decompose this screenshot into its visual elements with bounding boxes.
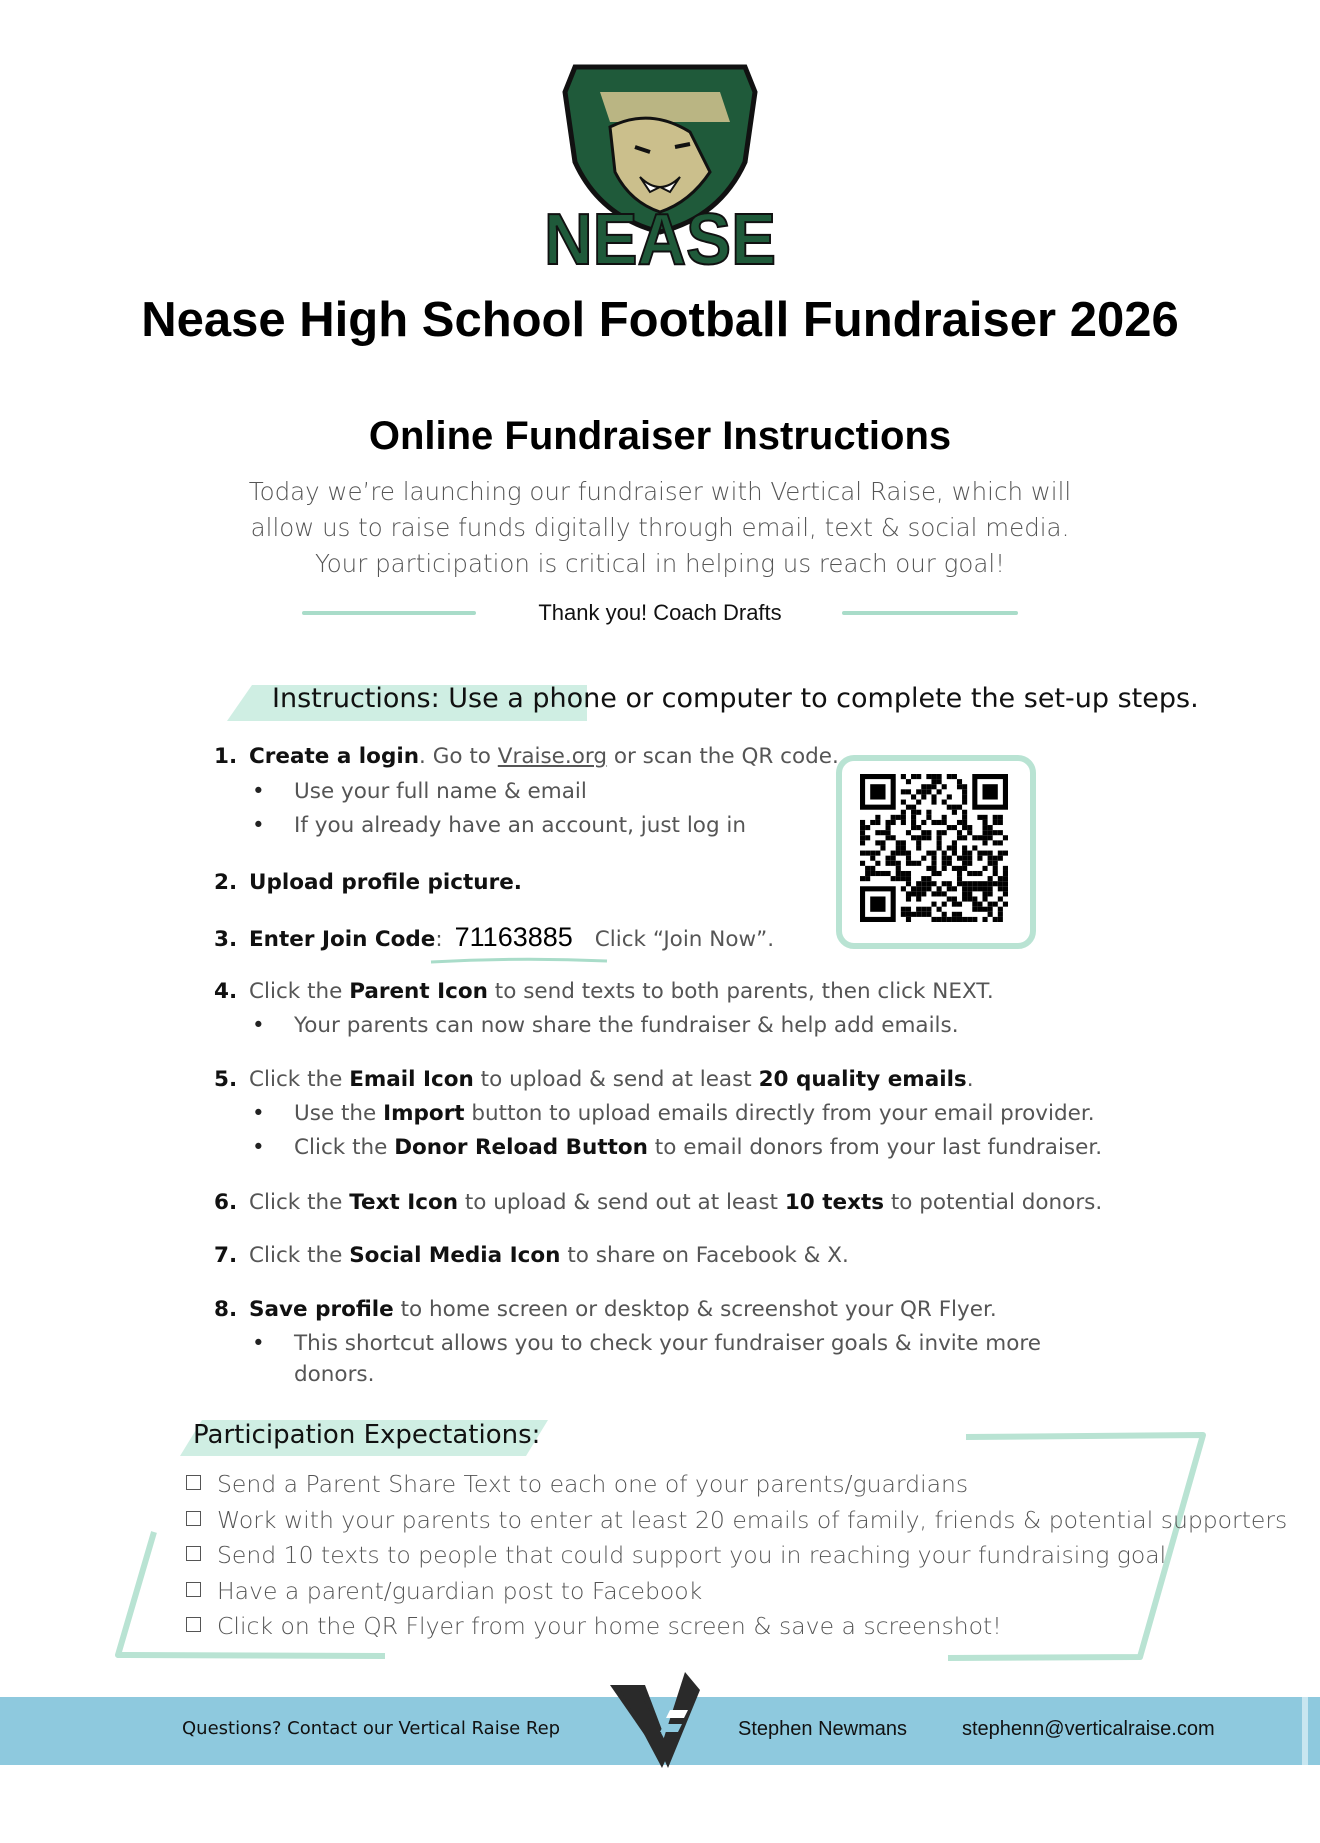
- intro-line: allow us to raise funds digitally through email, text & social media.: [250, 513, 1070, 542]
- step-3: [214, 922, 774, 953]
- intro-line: Today we’re launching our fundraiser with Vertical Raise, which will: [248, 477, 1072, 506]
- checkbox[interactable]: [186, 1511, 201, 1526]
- step-text: Click the: [249, 979, 350, 1004]
- step-text: . Go to: [419, 744, 498, 769]
- step-text: to upload & send at least: [473, 1067, 759, 1092]
- step-bold: Social Media Icon: [349, 1243, 561, 1268]
- vraise-link[interactable]: Vraise.org: [497, 744, 608, 769]
- step-text: to share on Facebook & X.: [560, 1243, 849, 1268]
- step-text: to upload & send out at least: [458, 1190, 785, 1215]
- list-item: [264, 813, 746, 838]
- footer-stripe: [1302, 1697, 1308, 1765]
- page-title: Nease High School Football Fundraiser 2026: [141, 293, 1179, 347]
- step-bold: Enter Join Code: [249, 927, 436, 952]
- step-number: 4.: [214, 979, 238, 1004]
- step-5: [214, 1067, 974, 1092]
- step-text: to home screen or desktop & screenshot your QR Flyer.: [393, 1297, 997, 1322]
- step-text: Click “Join Now”.: [594, 927, 775, 952]
- join-code: 71163885: [454, 922, 573, 952]
- bullet-text: button to upload emails directly from your email provider.: [464, 1101, 1095, 1126]
- list-item: [264, 779, 587, 804]
- step-text: Click the: [249, 1067, 350, 1092]
- bullet-text: This shortcut allows you to check your fundraiser goals & invite more: [294, 1331, 1041, 1356]
- list-item: [264, 1331, 1041, 1356]
- checklist-text: Work with your parents to enter at least 20 emails of family, friends & potential supporters: [217, 1506, 1288, 1534]
- nease-panther-logo: [540, 52, 780, 277]
- bullet-bold: Donor Reload Button: [394, 1135, 648, 1160]
- step-bold: Parent Icon: [349, 979, 488, 1004]
- step-2: [214, 870, 522, 895]
- checkbox[interactable]: [186, 1475, 201, 1490]
- checkbox[interactable]: [186, 1582, 201, 1597]
- expectations-heading: Participation Expectations:: [193, 1420, 541, 1450]
- step-1: [214, 744, 839, 769]
- bullet-text: If you already have an account, just log in: [294, 813, 747, 838]
- checklist-text: Have a parent/guardian post to Facebook: [217, 1577, 703, 1605]
- bullet-text: to email donors from your last fundraiser.: [647, 1135, 1103, 1160]
- bullet-continuation: donors.: [294, 1362, 375, 1387]
- step-number: 8.: [214, 1297, 238, 1322]
- step-text: or scan the QR code.: [607, 744, 839, 769]
- bullet-bold: Import: [383, 1101, 465, 1126]
- step-text: .: [966, 1067, 974, 1092]
- list-item: [264, 1101, 1095, 1126]
- step-text: to send texts to both parents, then click NEXT.: [487, 979, 994, 1004]
- step-number: 1.: [214, 744, 238, 769]
- step-bold: Upload profile picture.: [249, 870, 522, 895]
- list-item: [186, 1506, 1287, 1534]
- bullet-text: Use your full name & email: [294, 779, 587, 804]
- step-number: 2.: [214, 870, 238, 895]
- list-item: [264, 1013, 959, 1038]
- list-item: [186, 1541, 1166, 1569]
- intro-line: Your participation is critical in helping us reach our goal!: [314, 549, 1005, 578]
- list-item: [186, 1577, 702, 1605]
- rep-email[interactable]: stephenn@verticalraise.com: [962, 1718, 1215, 1740]
- bullet-text: Use the: [294, 1101, 384, 1126]
- step-6: [214, 1190, 1102, 1215]
- rep-name: Stephen Newmans: [738, 1718, 907, 1740]
- list-item: [264, 1135, 1102, 1160]
- step-8: [214, 1297, 997, 1322]
- step-text: Click the: [249, 1190, 350, 1215]
- join-code-underline: [429, 956, 609, 966]
- step-text: Click the: [249, 1243, 350, 1268]
- vertical-raise-logo-icon: [600, 1670, 710, 1770]
- intro-paragraph: [160, 474, 1160, 582]
- footer-contact-text: Questions? Contact our Vertical Raise Rep: [182, 1718, 561, 1739]
- bullet-text: Click the: [294, 1135, 395, 1160]
- step-number: 7.: [214, 1243, 238, 1268]
- checklist-text: Send a Parent Share Text to each one of your parents/guardians: [217, 1470, 969, 1498]
- step-number: 6.: [214, 1190, 238, 1215]
- step-text: to potential donors.: [884, 1190, 1103, 1215]
- qr-code-icon[interactable]: [860, 774, 1008, 922]
- step-text: :: [435, 927, 443, 952]
- step-7: [214, 1243, 849, 1268]
- step-bold: Text Icon: [349, 1190, 459, 1215]
- step-bold: 10 texts: [784, 1190, 885, 1215]
- logo-wordmark: NEASE: [544, 200, 776, 277]
- instructions-banner: Instructions: Use a phone or computer to complete the set-up steps.: [272, 683, 1199, 714]
- checkbox[interactable]: [186, 1617, 201, 1632]
- step-number: 5.: [214, 1067, 238, 1092]
- step-number: 3.: [214, 927, 238, 952]
- step-bold: Save profile: [249, 1297, 394, 1322]
- page-subtitle: Online Fundraiser Instructions: [368, 414, 952, 458]
- list-item: [186, 1612, 1002, 1640]
- checklist-text: Send 10 texts to people that could support you in reaching your fundraising goal: [217, 1541, 1167, 1569]
- step-4: [214, 979, 994, 1004]
- checklist-text: Click on the QR Flyer from your home screen & save a screenshot!: [217, 1612, 1002, 1640]
- step-bold: Email Icon: [349, 1067, 474, 1092]
- divider-right: [842, 611, 1018, 615]
- step-bold: Create a login: [249, 744, 420, 769]
- checkbox[interactable]: [186, 1546, 201, 1561]
- thanks-note: Thank you! Coach Drafts: [538, 600, 782, 625]
- list-item: [186, 1470, 968, 1498]
- bullet-text: Your parents can now share the fundraiser & help add emails.: [294, 1013, 959, 1038]
- step-bold: 20 quality emails: [758, 1067, 967, 1092]
